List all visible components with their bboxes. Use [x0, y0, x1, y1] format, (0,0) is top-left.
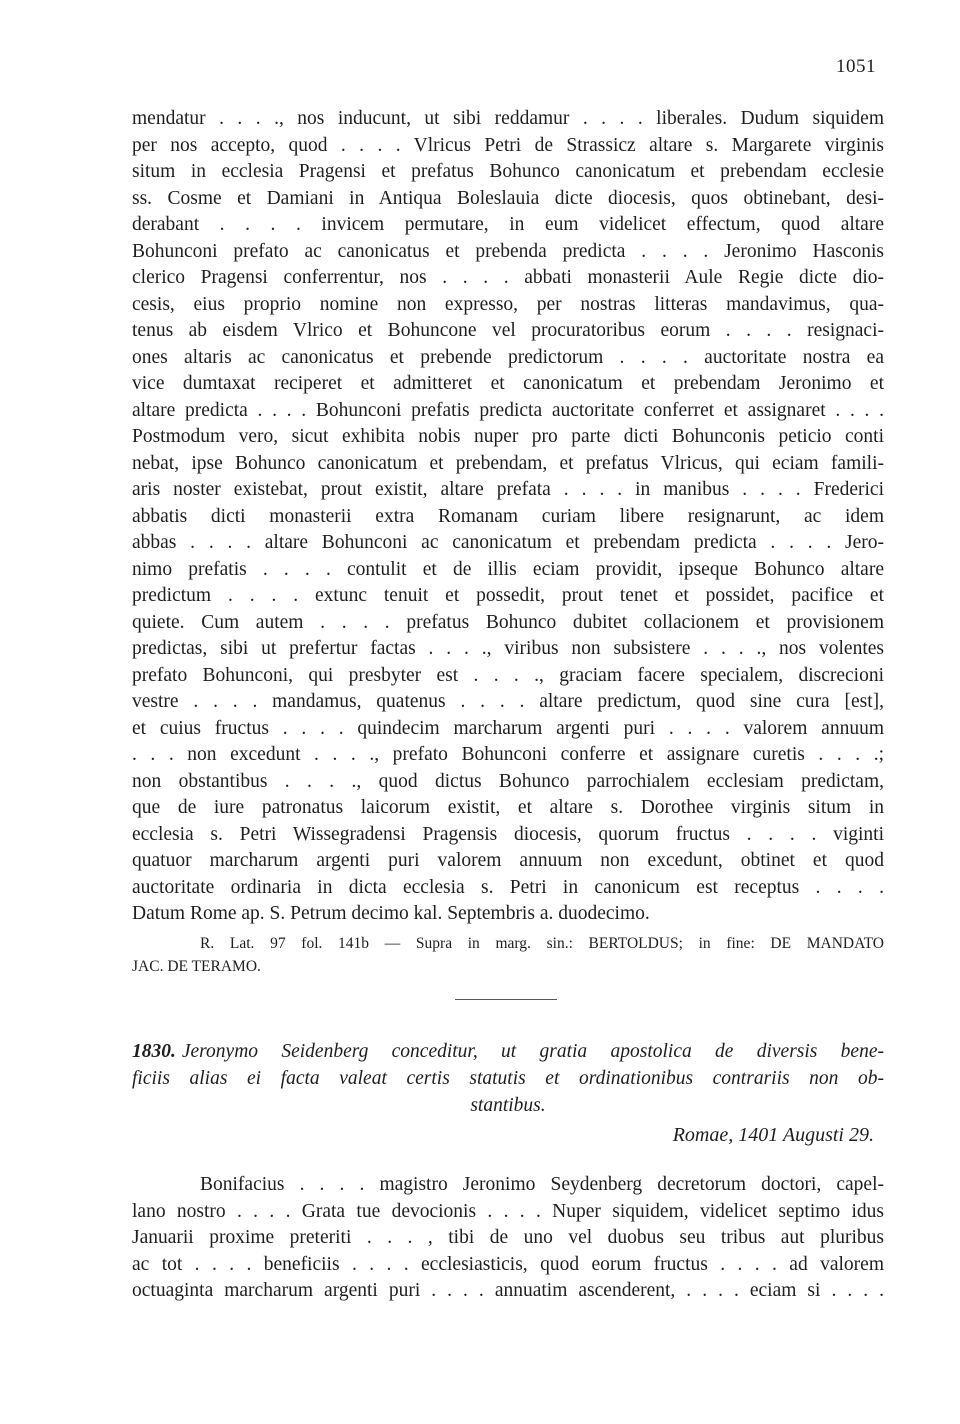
- text-line: Postmodum vero, sicut exhibita nobis nuper pro parte dicti Bohunconis peticio conti: [132, 426, 884, 447]
- text-line: quiete. Cum autem . . . . prefatus Bohunco dubitet collacionem et provisionem: [132, 611, 884, 633]
- text-line: auctoritate ordinaria in dicta ecclesia s. Petri in canonicum est receptus . . . .: [132, 876, 884, 898]
- text-line: Datum Rome ap. S. Petrum decimo kal. Septembris a. duodecimo.: [132, 903, 650, 924]
- text-line: abbas . . . . altare Bohunconi ac canonicatum et prebendam predicta . . . . Jero-: [132, 532, 884, 553]
- section-divider: [455, 999, 557, 1000]
- summary-line: stantibus.: [470, 1095, 546, 1116]
- text-line: non obstantibus . . . ., quod dictus Bohunco parrochialem ecclesiam predictam,: [132, 770, 884, 792]
- text-line: tenus ab eisdem Vlrico et Bohuncone vel procuratoribus eorum . . . . resignaci-: [132, 320, 884, 341]
- dateline: Romae, 1401 Augusti 29.: [672, 1124, 874, 1146]
- text-line: ss. Cosme et Damiani in Antiqua Boleslauia dicte diocesis, quos obtinebant, desi-: [132, 187, 884, 209]
- document-number: 1830.: [132, 1041, 176, 1062]
- text-line: ac tot . . . . beneficiis . . . . ecclesiasticis, quod eorum fructus . . . . ad valorem: [132, 1253, 884, 1275]
- text-line: que de iure patronatus laicorum existit, et altare s. Dorothee virginis situm in: [132, 797, 884, 818]
- footnote-line: JAC. DE TERAMO.: [132, 958, 261, 975]
- text-line: Bohunconi prefato ac canonicatus et prebenda predicta . . . . Jeronimo Hasconis: [132, 240, 884, 262]
- text-line: quatuor marcharum argenti puri valorem annuum non excedunt, obtinet et quod: [132, 850, 884, 871]
- text-line: abbatis dicti monasterii extra Romanam curiam libere resignarunt, ac idem: [132, 505, 884, 527]
- text-line: mendatur . . . ., nos inducunt, ut sibi reddamur . . . . liberales. Dudum siquidem: [132, 108, 884, 129]
- new-document-text: [132, 1172, 884, 1305]
- text-line: octuaginta marcharum argenti puri . . . . annuatim ascenderent, . . . . eciam si . . . .: [132, 1280, 884, 1301]
- text-line: ecclesia s. Petri Wissegradensi Pragensis diocesis, quorum fructus . . . . viginti: [132, 823, 884, 845]
- summary-line: ficiis alias ei facta valeat certis statutis et ordinationibus contrariis non ob-: [132, 1068, 884, 1089]
- text-line: predictum . . . . extunc tenuit et possedit, prout tenet et possidet, pacifice et: [132, 585, 884, 606]
- text-line: nebat, ipse Bohunco canonicatum et prebendam, et prefatus Vlricus, qui eciam famili-: [132, 452, 884, 474]
- source-footnote: [132, 932, 884, 978]
- previous-document-text: [132, 106, 884, 928]
- page-number: 1051: [836, 56, 876, 77]
- text-line: Bonifacius . . . . magistro Jeronimo Seydenberg decretorum doctori, capel-: [200, 1174, 884, 1195]
- text-line: et cuius fructus . . . . quindecim marcharum argenti puri . . . . valorem annuum: [132, 717, 884, 739]
- document-heading: [132, 1038, 884, 1119]
- text-line: altare predicta . . . . Bohunconi prefatis predicta auctoritate conferret et assignaret . . . .: [132, 399, 884, 421]
- text-line: predictas, sibi ut prefertur factas . . . ., viribus non subsistere . . . ., nos volentes: [132, 638, 884, 659]
- text-line: vestre . . . . mandamus, quatenus . . . . altare predictum, quod sine cura [est],: [132, 691, 884, 712]
- text-line: situm in ecclesia Pragensi et prefatus Bohunco canonicatum et prebendam ecclesie: [132, 161, 884, 182]
- text-line: . . . non excedunt . . . ., prefato Bohunconi conferre et assignare curetis . . . .;: [132, 744, 884, 765]
- text-line: vice dumtaxat reciperet et admitteret et canonicatum et prebendam Jeronimo et: [132, 373, 884, 394]
- footnote-line: R. Lat. 97 fol. 141b — Supra in marg. sin.: BERTOLDUS; in fine: DE MANDATO: [200, 935, 884, 952]
- text-line: Januarii proxime preteriti . . . , tibi de uno vel duobus seu tribus aut pluribus: [132, 1227, 884, 1248]
- text-line: ones altaris ac canonicatus et prebende predictorum . . . . auctoritate nostra ea: [132, 346, 884, 368]
- summary-line: [132, 1038, 884, 1065]
- text-line: lano nostro . . . . Grata tue devocionis . . . . Nuper siquidem, videlicet septimo idus: [132, 1200, 884, 1222]
- text-line: prefato Bohunconi, qui presbyter est . . . ., graciam facere specialem, discrecioni: [132, 664, 884, 686]
- text-line: clerico Pragensi conferrentur, nos . . . . abbati monasterii Aule Regie dicte dio-: [132, 267, 884, 288]
- text-line: nimo prefatis . . . . contulit et de illis eciam providit, ipseque Bohunco altare: [132, 558, 884, 580]
- text-line: per nos accepto, quod . . . . Vlricus Petri de Strassicz altare s. Margarete virginis: [132, 134, 884, 156]
- text-line: derabant . . . . invicem permutare, in eum videlicet effectum, quod altare: [132, 214, 884, 235]
- summary-text: Jeronymo Seidenberg conceditur, ut gratia apostolica de diversis bene-: [181, 1041, 884, 1062]
- text-line: cesis, eius proprio nomine non expresso, per nostras litteras mandavimus, qua-: [132, 293, 884, 315]
- text-line: aris noster existebat, prout existit, altare prefata . . . . in manibus . . . . Frederici: [132, 479, 884, 500]
